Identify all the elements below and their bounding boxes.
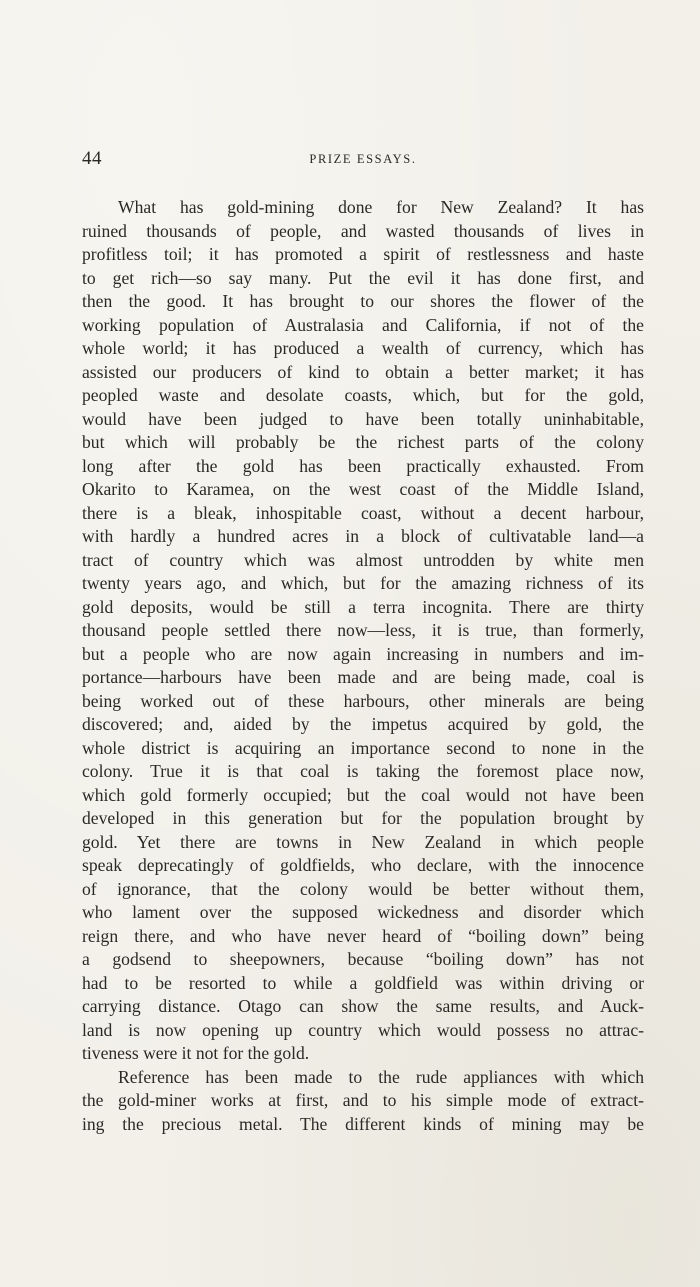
text-line: gold deposits, would be still a terra incognita. There are thirty — [82, 596, 644, 617]
text-line: long after the gold has been practically exhausted. From — [82, 455, 644, 476]
text-line: there is a bleak, inhospitable coast, without a decent harbour, — [82, 502, 644, 523]
text-line: whole world; it has produced a wealth of currency, which has — [82, 338, 644, 358]
text-line: the gold-miner works at first, and to his simple mode of extract- — [82, 1090, 644, 1110]
essay-body — [82, 196, 644, 1136]
text-line: portance—harbours have been made and are being made, coal is — [82, 667, 644, 687]
running-head: PRIZE ESSAYS. — [309, 152, 417, 166]
text-line: but a people who are now again increasing in numbers and im- — [82, 643, 644, 664]
text-line: had to be resorted to while a goldfield was within driving or — [82, 972, 644, 993]
text-line: would have been judged to have been totally uninhabitable, — [82, 408, 644, 429]
text-line: of ignorance, that the colony would be better without them, — [82, 878, 644, 899]
text-line: working population of Australasia and California, if not of the — [82, 314, 644, 335]
text-line: gold. Yet there are towns in New Zealand in which people — [82, 831, 644, 852]
page-header — [82, 148, 644, 172]
text-line: discovered; and, aided by the impetus acquired by gold, the — [82, 714, 644, 734]
text-line: a godsend to sheepowners, because “boiling down” has not — [82, 949, 644, 969]
text-line: to get rich—so say many. Put the evil it has done first, and — [82, 267, 644, 288]
text-line: Okarito to Karamea, on the west coast of the Middle Island, — [82, 479, 644, 499]
text-line: thousand people settled there now—less, it is true, than formerly, — [82, 620, 644, 640]
text-line: carrying distance. Otago can show the same results, and Auck- — [82, 996, 644, 1016]
text-line: colony. True it is that coal is taking the foremost place now, — [82, 761, 644, 781]
text-line: whole district is acquiring an importance second to none in the — [82, 737, 644, 758]
text-line: tract of country which was almost untrodden by white men — [82, 549, 644, 570]
text-line: who lament over the supposed wickedness and disorder which — [82, 902, 644, 922]
text-line: land is now opening up country which would possess no attrac- — [82, 1019, 644, 1040]
text-line: assisted our producers of kind to obtain a better market; it has — [82, 361, 644, 382]
text-line: with hardly a hundred acres in a block of cultivatable land—a — [82, 526, 644, 546]
text-line: ruined thousands of people, and wasted thousands of lives in — [82, 220, 644, 241]
text-line: being worked out of these harbours, other minerals are being — [82, 690, 644, 711]
text-line: which gold formerly occupied; but the coal would not have been — [82, 784, 644, 805]
text-line: but which will probably be the richest parts of the colony — [82, 432, 644, 452]
text-line: twenty years ago, and which, but for the amazing richness of its — [82, 573, 644, 593]
text-line: developed in this generation but for the population brought by — [82, 808, 644, 828]
text-line: profitless toil; it has promoted a spirit of restlessness and haste — [82, 244, 644, 264]
text-line: then the good. It has brought to our shores the flower of the — [82, 291, 644, 311]
text-line: What has gold-mining done for New Zealand? It has — [118, 197, 644, 217]
text-line: reign there, and who have never heard of “boiling down” being — [82, 925, 644, 946]
text-line: speak deprecatingly of goldfields, who declare, with the innocence — [82, 855, 644, 875]
text-line: tiveness were it not for the gold. — [82, 1043, 310, 1063]
page-number: 44 — [82, 148, 102, 169]
text-line: ing the precious metal. The different kinds of mining may be — [82, 1113, 644, 1134]
text-line: Reference has been made to the rude appliances with which — [118, 1066, 644, 1087]
text-line: peopled waste and desolate coasts, which, but for the gold, — [82, 385, 644, 405]
